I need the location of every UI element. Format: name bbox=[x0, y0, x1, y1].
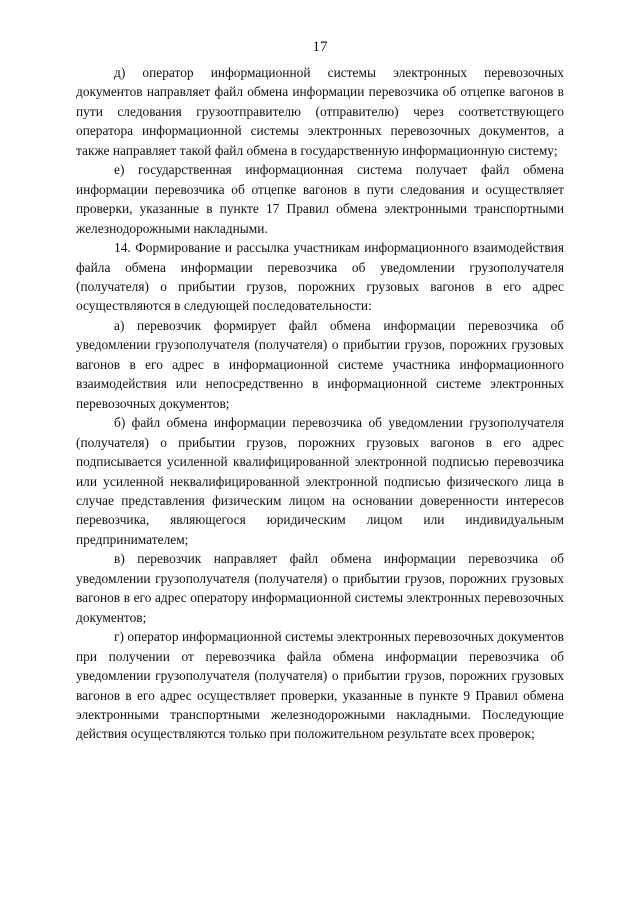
paragraph-g: г) оператор информационной системы электронных перевозочных документов при получении от перевозчика файла обмена информации перевозчика об уведомлении грузополучателя (получателя) о прибытии грузов, порожних грузовых вагонов в его адрес осуществляет проверки, указанные в пункте 9 Правил обмена электронными транспортными железнодорожными накладными. Последующие действия осуществляются только при положительном результате всех проверок; bbox=[76, 629, 564, 742]
paragraph-b: б) файл обмена информации перевозчика об уведомлении грузополучателя (получателя) о прибытии грузов, порожних грузовых вагонов в его адрес подписывается усиленной квалифицированной электронной подписью перевозчика или усиленной неквалифицированной электронной подписью физического лица в случае представления физическим лицом на основании доверенности интересов перевозчика, являющегося юридическим лицом или индивидуальным предпринимателем; bbox=[76, 415, 564, 547]
paragraph-d: д) оператор информационной системы электронных перевозочных документов направляет файл обмена информации перевозчика об отцепке вагонов в пути следования грузоотправителю (отправителю) через соответствующего оператора информационной системы электронных перевозочных документов, а также направляет такой файл обмена в государственную информационную систему; bbox=[76, 65, 564, 158]
paragraph-14: 14. Формирование и рассылка участникам информационного взаимодействия файла обмена информации перевозчика об уведомлении грузополучателя (получателя) о прибытии грузов, порожних грузовых вагонов в его адрес осуществляются в следующей последовательности: bbox=[76, 240, 564, 314]
paragraph-a: а) перевозчик формирует файл обмена информации перевозчика об уведомлении грузополучателя (получателя) о прибытии грузов, порожних грузовых вагонов в его адрес в информационной системе участника информационного взаимодействия или непосредственно в информационной системе электронных перевозочных документов; bbox=[76, 317, 564, 411]
paragraph-e: е) государственная информационная система получает файл обмена информации перевозчика об отцепке вагонов в пути следования и осуществляет проверки, указанные в пункте 17 Правил обмена электронными транспортными железнодорожными накладными. bbox=[76, 162, 564, 236]
paragraph-v: в) перевозчик направляет файл обмена информации перевозчика об уведомлении грузополучателя (получателя) о прибытии грузов, порожних грузовых вагонов в его адрес оператору информационной системы электронных перевозочных документов; bbox=[76, 551, 564, 625]
page-number: 17 bbox=[312, 39, 328, 55]
document-body bbox=[76, 63, 564, 744]
